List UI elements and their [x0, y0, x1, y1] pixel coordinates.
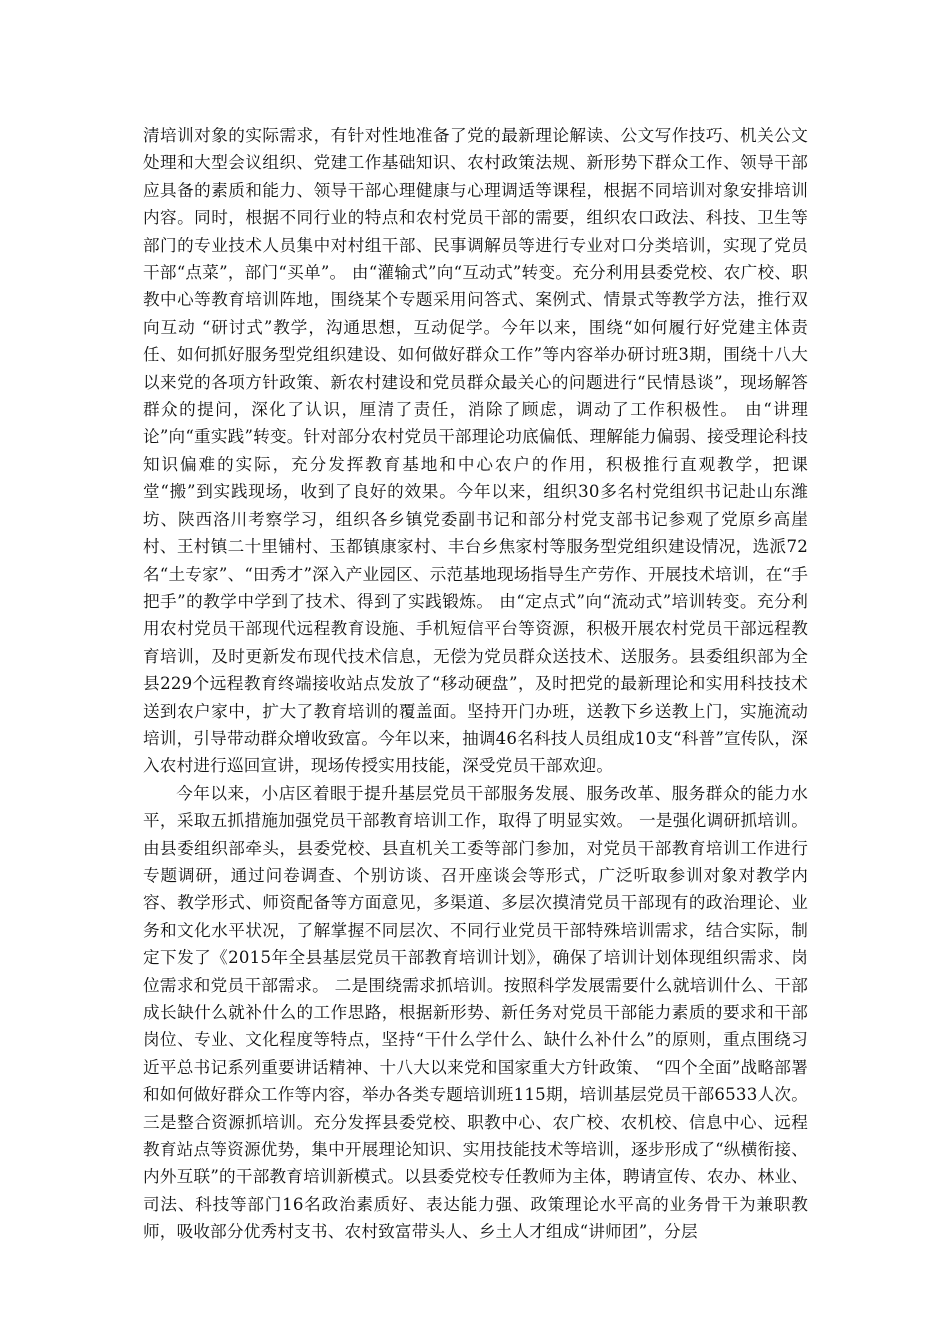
paragraph-training-methods: 清培训对象的实际需求，有针对性地准备了党的最新理论解读、公文写作技巧、机关公文处理和大型会议组织、党建工作基础知识、农村政策法规、新形势下群众工作、领导干部应具备的素质和能力、领导干部心理健康与心理调适等课程，根据不同培训对象安排培训内容。同时，根据不同行业的特点和农村党员干部的需要，组织农口政法、科技、卫生等部门的专业技术人员集中对村组干部、民事调解员等进行专业对口分类培训，实现了党员干部“点菜”，部门“买单”。 由“灌输式”向“互动式”转变。充分利用县委党校、农广校、职教中心等教育培训阵地，围绕某个专题采用问答式、案例式、情景式等教学方法，推行双向互动 “研讨式”教学，沟通思想，互动促学。今年以来，围绕“如何履行好党建主体责任、如何抓好服务型党组织建设、如何做好群众工作”等内容举办研讨班3期，围绕十八大以来党的各项方针政策、新农村建设和党员群众最关心的问题进行“民情恳谈”，现场解答群众的提问，深化了认识，厘清了责任，消除了顾虑，调动了工作积极性。 由“讲理论”向“重实践”转变。针对部分农村党员干部理论功底偏低、理解能力偏弱、接受理论科技知识偏难的实际，充分发挥教育基地和中心农户的作用，积极推行直观教学，把课堂“搬”到实践现场，收到了良好的效果。今年以来，组织30多名村党组织书记赴山东潍坊、陕西洛川考察学习，组织各乡镇党委副书记和部分村党支部书记参观了党原乡高崖村、王村镇二十里铺村、玉都镇康家村、丰台乡焦家村等服务型党组织建设情况，选派72名“土专家”、“田秀才”深入产业园区、示范基地现场指导生产劳作、开展技术培训，在“手把手”的教学中学到了技术、得到了实践锻炼。 由“定点式”向“流动式”培训转变。充分利用农村党员干部现代远程教育设施、手机短信平台等资源，积极开展农村党员干部远程教育培训，及时更新发布现代技术信息，无偿为党员群众送技术、送服务。县委组织部为全县229个远程教育终端接收站点发放了“移动硬盘”，及时把党的最新理论和实用科技技术送到农户家中，扩大了教育培训的覆盖面。坚持开门办班，送教下乡送教上门，实施流动培训，引导带动群众增收致富。今年以来，抽调46名科技人员组成10支“科普”宣传队，深入农村进行巡回宣讲，现场传授实用技能，深受党员干部欢迎。	[143, 126, 808, 776]
document-body	[143, 122, 808, 1246]
paragraph-five-measures: 今年以来，小店区着眼于提升基层党员干部服务发展、服务改革、服务群众的能力水平，采取五抓措施加强党员干部教育培训工作，取得了明显实效。 一是强化调研抓培训。由县委组织部牵头，县委党校、县直机关工委等部门参加，对党员干部教育培训工作进行专题调研，通过问卷调查、个别访谈、召开座谈会等形式，广泛听取参训对象对教学内容、教学形式、师资配备等方面意见，多渠道、多层次摸清党员干部现有的政治理论、业务和文化水平状况，了解掌握不同层次、不同行业党员干部特殊培训需求，结合实际，制定下发了《2015年全县基层党员干部教育培训计划》，确保了培训计划体现组织需求、岗位需求和党员干部需求。 二是围绕需求抓培训。按照科学发展需要什么就培训什么、干部成长缺什么就补什么的工作思路，根据新形势、新任务对党员干部能力素质的要求和干部岗位、专业、文化程度等特点，坚持“干什么学什么、缺什么补什么”的原则，重点围绕习近平总书记系列重要讲话精神、十八大以来党和国家重大方针政策、 “四个全面”战略部署和如何做好群众工作等内容，举办各类专题培训班115期，培训基层党员干部6533人次。 三是整合资源抓培训。充分发挥县委党校、职教中心、农广校、农机校、信息中心、远程教育站点等资源优势，集中开展理论知识、实用技能技术等培训，逐步形成了“纵横衔接、内外互联”的干部教育培训新模式。以县委党校专任教师为主体，聘请宣传、农办、林业、司法、科技等部门16名政治素质好、表达能力强、政策理论水平高的业务骨干为兼职教师，吸收部分优秀村支书、农村致富带头人、乡土人才组成“讲师团”，分层	[143, 783, 808, 1242]
